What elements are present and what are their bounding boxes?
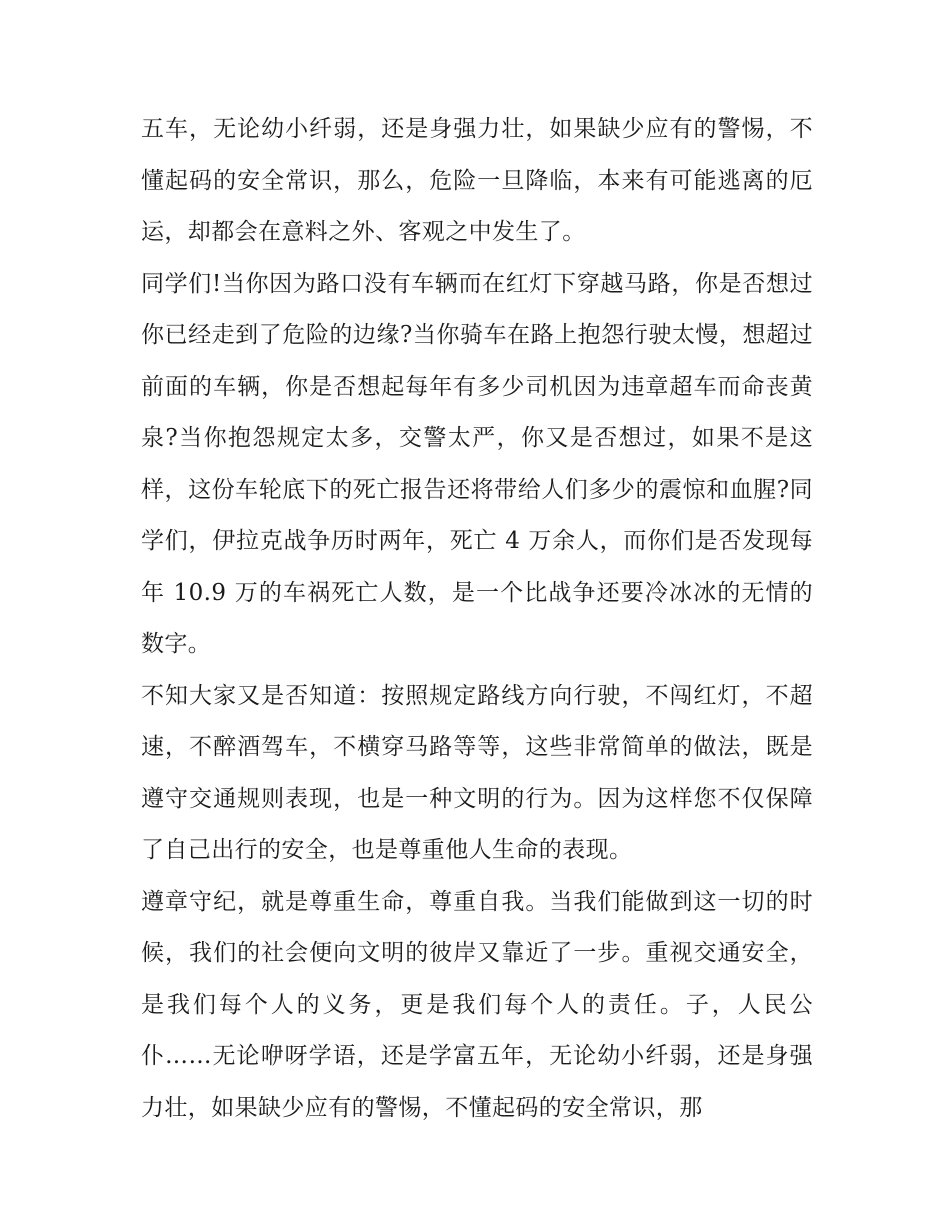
document-body [141,104,813,1134]
paragraph-2: 同学们!当你因为路口没有车辆而在红灯下穿越马路，你是否想过你已经走到了危险的边缘?当你骑车在路上抱怨行驶太慢，想超过前面的车辆，你是否想起每年有多少司机因为违章超车而命丧黄泉?当你抱怨规定太多，交警太严，你又是否想过，如果不是这样，这份车轮底下的死亡报告还将带给人们多少的震惊和血腥?同学们，伊拉克战争历时两年，死亡 4 万余人，而你们是否发现每年 10.9 万的车祸死亡人数，是一个比战争还要冷冰冰的无情的数字。 [141,270,813,657]
paragraph-3: 不知大家又是否知道：按照规定路线方向行驶，不闯红灯，不超速，不醉酒驾车，不横穿马路等等，这些非常简单的做法，既是遵守交通规则表现，也是一种文明的行为。因为这样您不仅保障了自己出行的安全，也是尊重他人生命的表现。 [141,682,813,863]
paragraph-1: 五车，无论幼小纤弱，还是身强力壮，如果缺少应有的警惕，不懂起码的安全常识，那么，危险一旦降临，本来有可能逃离的厄运，却都会在意料之外、客观之中发生了。 [141,116,813,245]
paragraph-4: 遵章守纪，就是尊重生命，尊重自我。当我们能做到这一切的时候，我们的社会便向文明的彼岸又靠近了一步。重视交通安全，是我们每个人的义务，更是我们每个人的责任。子，人民公仆……无论咿呀学语，还是学富五年，无论幼小纤弱，还是身强力壮，如果缺少应有的警惕，不懂起码的安全常识，那 [141,888,813,1121]
